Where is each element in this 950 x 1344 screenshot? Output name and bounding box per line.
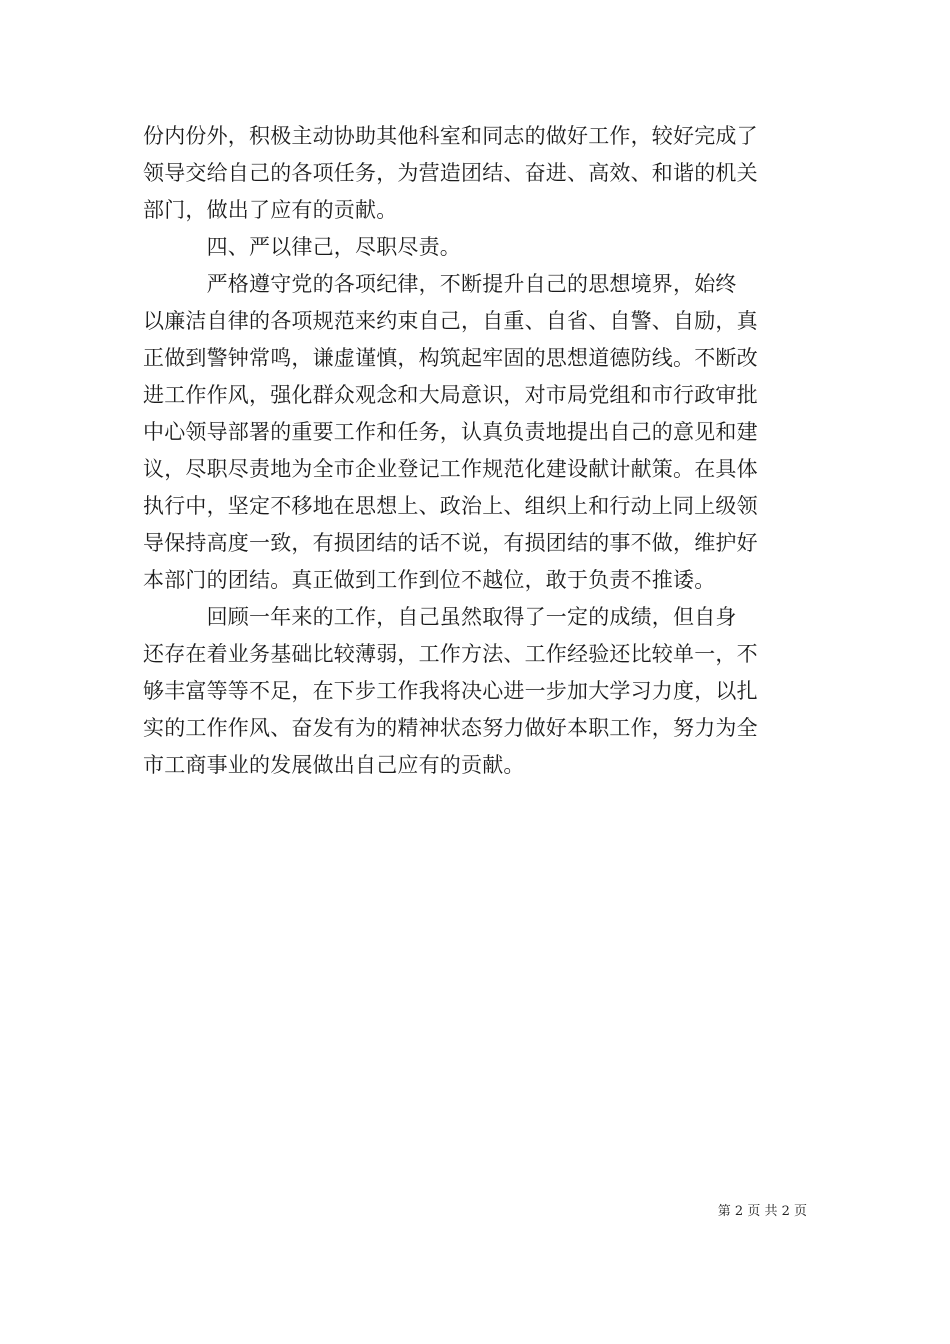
text-line: 实的工作作风、奋发有为的精神状态努力做好本职工作，努力为全 — [143, 716, 758, 740]
text-line: 回顾一年来的工作，自己虽然取得了一定的成绩，但自身 — [143, 605, 737, 629]
text-line: 够丰富等等不足，在下步工作我将决心进一步加大学习力度，以扎 — [143, 679, 758, 703]
text-line: 正做到警钟常鸣，谦虚谨慎，构筑起牢固的思想道德防线。不断改 — [143, 346, 758, 370]
text-line: 严格遵守党的各项纪律，不断提升自己的思想境界，始终 — [143, 272, 737, 296]
text-line: 部门，做出了应有的贡献。 — [143, 198, 398, 222]
text-line: 市工商事业的发展做出自己应有的贡献。 — [143, 753, 525, 777]
body-text — [143, 118, 808, 784]
text-line: 导保持高度一致，有损团结的话不说，有损团结的事不做，维护好 — [143, 531, 758, 555]
text-line: 领导交给自己的各项任务，为营造团结、奋进、高效、和谐的机关 — [143, 161, 758, 185]
text-line: 本部门的团结。真正做到工作到位不越位，敢于负责不推诿。 — [143, 568, 716, 592]
text-line: 份内份外，积极主动协助其他科室和同志的做好工作，较好完成了 — [143, 124, 758, 148]
section-heading: 四、严以律己，尽职尽责。 — [143, 235, 461, 259]
text-line: 议，尽职尽责地为全市企业登记工作规范化建设献计献策。在具体 — [143, 457, 758, 481]
text-line: 进工作作风，强化群众观念和大局意识，对市局党组和市行政审批 — [143, 383, 758, 407]
text-line: 还存在着业务基础比较薄弱，工作方法、工作经验还比较单一，不 — [143, 642, 758, 666]
text-line: 中心领导部署的重要工作和任务，认真负责地提出自己的意见和建 — [143, 420, 758, 444]
page-number: 第 2 页 共 2 页 — [717, 1204, 807, 1219]
text-line: 执行中，坚定不移地在思想上、政治上、组织上和行动上同上级领 — [143, 494, 758, 518]
text-line: 以廉洁自律的各项规范来约束自己，自重、自省、自警、自励，真 — [143, 309, 758, 333]
